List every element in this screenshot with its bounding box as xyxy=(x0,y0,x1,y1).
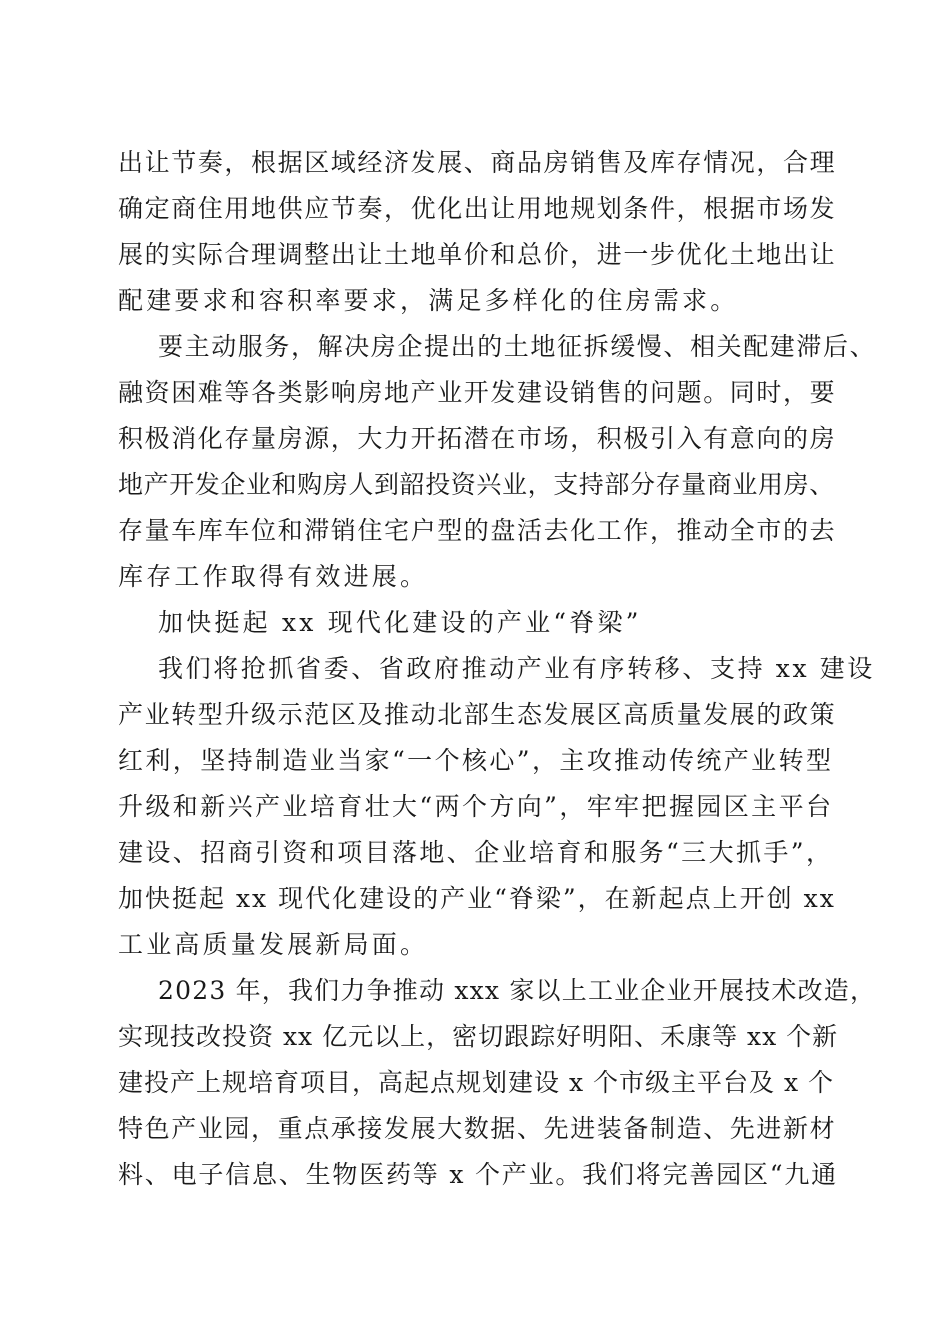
text-line: 库存工作取得有效进展。 xyxy=(118,562,429,591)
text-line: 红利，坚持制造业当家“一个核心”，主攻推动传统产业转型 xyxy=(118,746,834,775)
text-line: 工业高质量发展新局面。 xyxy=(118,930,429,959)
section-heading: 加快挺起 xx 现代化建设的产业“脊梁” xyxy=(158,608,642,637)
text-line: 地产开发企业和购房人到韶投资兴业，支持部分存量商业用房、 xyxy=(118,470,835,499)
document-body xyxy=(118,140,877,1198)
text-line: 建设、招商引资和项目落地、企业培育和服务“三大抓手”， xyxy=(118,838,834,867)
text-line: 确定商住用地供应节奏，优化出让用地规划条件，根据市场发 xyxy=(118,194,837,223)
paragraph-start-line: 我们将抢抓省委、省政府推动产业有序转移、支持 xx 建设 xyxy=(158,654,875,683)
text-line: 配建要求和容积率要求，满足多样化的住房需求。 xyxy=(118,286,739,315)
text-line: 升级和新兴产业培育壮大“两个方向”，牢牢把握园区主平台 xyxy=(118,792,834,821)
text-line: 特色产业园，重点承接发展大数据、先进装备制造、先进新材 xyxy=(118,1114,837,1143)
text-line: 建投产上规培育项目，高起点规划建设 x 个市级主平台及 x 个 xyxy=(118,1068,834,1097)
text-line: 融资困难等各类影响房地产业开发建设销售的问题。同时，要 xyxy=(118,378,837,407)
text-line: 存量车库车位和滞销住宅户型的盘活去化工作，推动全市的去 xyxy=(118,516,837,545)
text-line: 产业转型升级示范区及推动北部生态发展区高质量发展的政策 xyxy=(118,700,837,729)
text-line: 料、电子信息、生物医药等 x 个产业。我们将完善园区“九通 xyxy=(118,1160,838,1189)
text-line: 实现技改投资 xx 亿元以上，密切跟踪好明阳、禾康等 xx 个新 xyxy=(118,1022,839,1051)
text-line: 展的实际合理调整出让土地单价和总价，进一步优化土地出让 xyxy=(118,240,837,269)
paragraph-start-line: 要主动服务，解决房企提出的土地征拆缓慢、相关配建滞后、 xyxy=(158,332,877,361)
paragraph-start-line: 2023 年，我们力争推动 xxx 家以上工业企业开展技术改造， xyxy=(158,976,877,1005)
text-line: 出让节奏，根据区域经济发展、商品房销售及库存情况，合理 xyxy=(118,148,837,177)
text-line: 加快挺起 xx 现代化建设的产业“脊梁”，在新起点上开创 xx xyxy=(118,884,836,913)
text-line: 积极消化存量房源，大力开拓潜在市场，积极引入有意向的房 xyxy=(118,424,837,453)
